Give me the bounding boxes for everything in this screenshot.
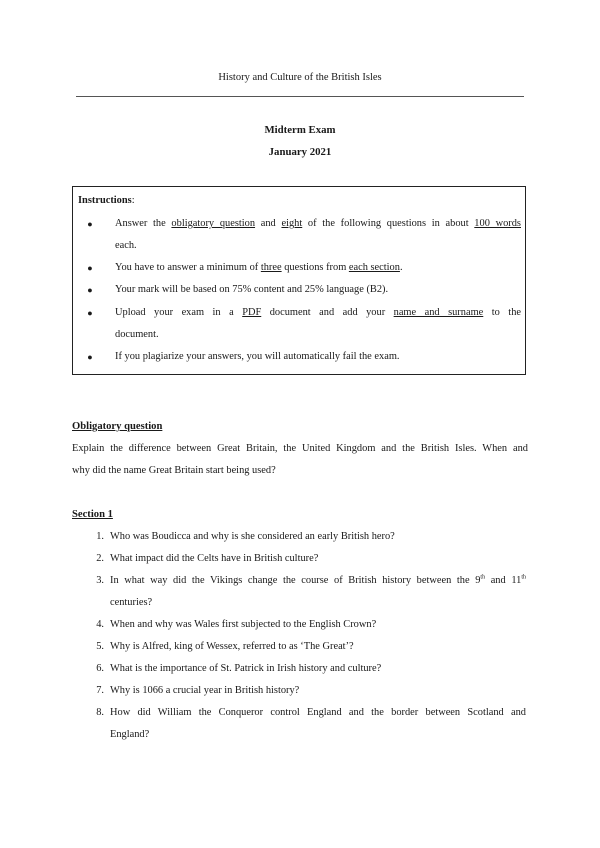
bullet-icon: ● bbox=[87, 308, 93, 318]
bullet-icon: ● bbox=[87, 352, 93, 362]
instruction-item-1: Answer the obligatory question and eight of the following questions in about 100 words bbox=[115, 218, 521, 229]
question-number: 4. bbox=[96, 619, 104, 630]
bullet-icon: ● bbox=[87, 219, 93, 229]
instruction-item-1-line2: each. bbox=[115, 240, 137, 251]
question-4: When and why was Wales first subjected to the English Crown? bbox=[110, 619, 377, 630]
question-3-line2: centuries? bbox=[110, 597, 153, 608]
instruction-item-5: If you plagiarize your answers, you will automatically fail the exam. bbox=[115, 351, 400, 362]
instruction-item-3: Your mark will be based on 75% content and 25% language (B2). bbox=[115, 284, 389, 295]
question-number: 7. bbox=[96, 685, 104, 696]
bullet-icon: ● bbox=[87, 263, 93, 273]
header-rule bbox=[76, 96, 524, 97]
question-number: 8. bbox=[96, 707, 104, 718]
question-1: Who was Boudicca and why is she considered an early British hero? bbox=[110, 531, 395, 542]
question-number: 3. bbox=[96, 575, 104, 586]
exam-date: January 2021 bbox=[268, 146, 332, 158]
question-8: How did William the Conqueror control England and the border between Scotland and bbox=[110, 707, 526, 718]
question-6: What is the importance of St. Patrick in Irish history and culture? bbox=[110, 663, 382, 674]
instruction-item-4-line2: document. bbox=[115, 329, 159, 340]
section-1-heading: Section 1 bbox=[72, 509, 113, 520]
instruction-item-2: You have to answer a minimum of three questions from each section. bbox=[115, 262, 403, 273]
question-2: What impact did the Celts have in British culture? bbox=[110, 553, 319, 564]
question-number: 1. bbox=[96, 531, 104, 542]
course-title: History and Culture of the British Isles bbox=[218, 72, 382, 83]
instruction-item-4: Upload your exam in a PDF document and add your name and surname to the bbox=[115, 307, 521, 318]
question-3: In what way did the Vikings change the course of British history between the 9th and 11th bbox=[110, 574, 526, 586]
instructions-heading: Instructions: bbox=[78, 195, 135, 206]
question-number: 5. bbox=[96, 641, 104, 652]
instructions-box bbox=[72, 186, 526, 375]
question-5: Why is Alfred, king of Wessex, referred to as ‘The Great’? bbox=[110, 641, 354, 652]
bullet-icon: ● bbox=[87, 285, 93, 295]
exam-title: Midterm Exam bbox=[264, 124, 336, 136]
question-7: Why is 1066 a crucial year in British history? bbox=[110, 685, 300, 696]
question-8-line2: England? bbox=[110, 729, 150, 740]
obligatory-line-1: Explain the difference between Great Britain, the United Kingdom and the British Isles. When and bbox=[72, 443, 528, 454]
obligatory-line-2: why did the name Great Britain start being used? bbox=[72, 465, 276, 476]
question-number: 6. bbox=[96, 663, 104, 674]
obligatory-heading: Obligatory question bbox=[72, 421, 163, 432]
question-number: 2. bbox=[96, 553, 104, 564]
